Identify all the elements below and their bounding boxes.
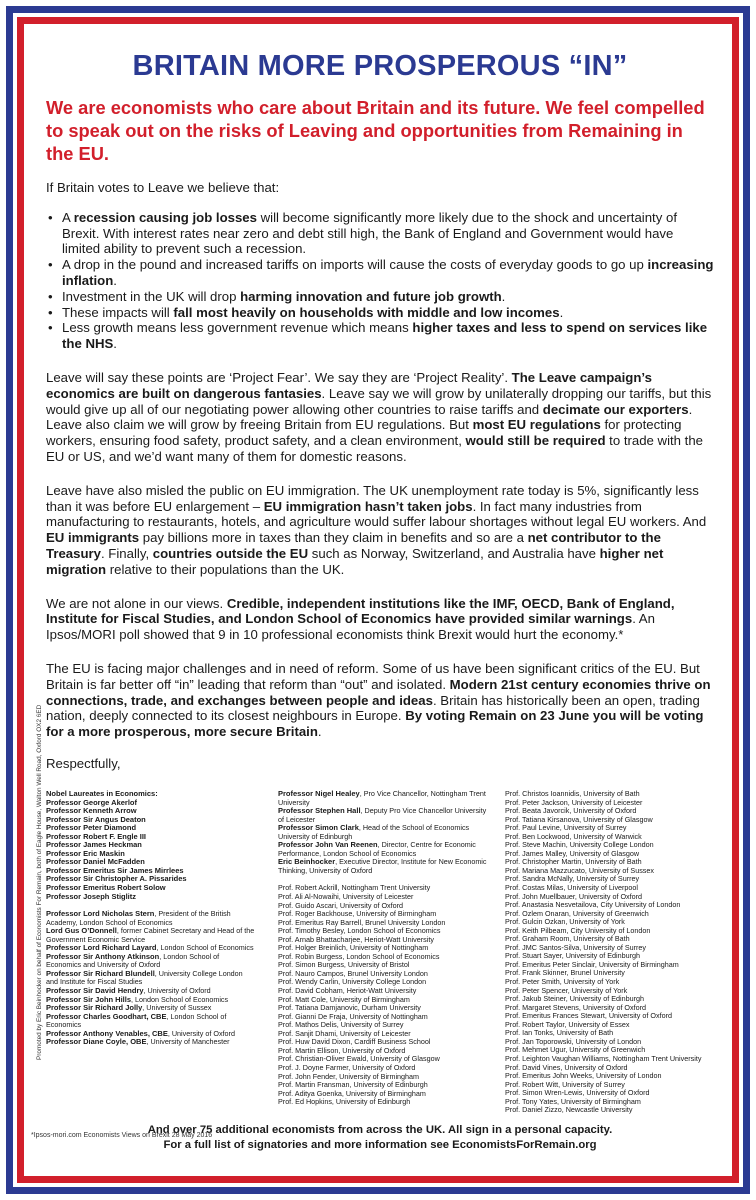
body-text: A drop in the pound and increased tariffs on imports will cause the costs of everyday goods to go up: [62, 257, 648, 273]
body-text: Prof. Gianni De Fraja, University of Nottingham: [278, 1011, 428, 1021]
signatory-entry: [278, 824, 490, 841]
signoff: Respectfully,: [46, 755, 121, 771]
body-text: Prof. Simon Burgess, University of Bristol: [278, 960, 410, 970]
emphasis-text: increasing inflation: [62, 257, 714, 288]
letter-content: [46, 40, 714, 1180]
body-text: .: [501, 288, 506, 304]
emphasis-text: Professor Sir Anthony Atkinson: [46, 951, 160, 961]
emphasis-text: Professor Robert F. Engle III: [46, 831, 147, 841]
body-text: Prof. Martin Ellison, University of Oxford: [278, 1045, 406, 1055]
body-text: , Head of the School of Economics University of Edinburgh: [278, 823, 470, 841]
signatory-entry: [278, 1098, 490, 1107]
closing-line-2: For a full list of signatories and more information see EconomistsForRemain.org: [163, 1138, 597, 1151]
emphasis-text: net contributor to the Treasury: [46, 530, 661, 561]
body-text: Prof. Robert Ackrill, Nottingham Trent University: [278, 883, 431, 893]
risk-bullet-list: [46, 210, 714, 352]
body-text: Prof. David Cobham, Heriot-Watt University: [278, 986, 417, 996]
body-text: Prof. Wendy Carlin, University College London: [278, 977, 427, 987]
paragraph-institutions: [46, 596, 714, 643]
emphasis-text: Professor George Akerlof: [46, 797, 137, 807]
body-text: .: [317, 724, 322, 740]
body-text: , University of Manchester: [146, 1037, 230, 1047]
body-text: Prof. Christian-Oliver Ewald, University of Glasgow: [278, 1054, 440, 1064]
body-text: Prof. Robert Taylor, University of Essex: [505, 1019, 630, 1029]
body-text: Prof. Aditya Goenka, University of Birmingham: [278, 1088, 426, 1098]
body-text: Prof. Tony Yates, University of Birmingham: [505, 1096, 641, 1106]
body-text: Prof. Christos Ioannidis, University of Bath: [505, 789, 640, 798]
paragraph-project-fear: [46, 370, 714, 465]
body-text: , President of the British Academy, London School of Economics: [46, 909, 231, 927]
body-text: relative to their populations than the UK.: [106, 561, 345, 577]
body-text: . Britain has historically been an open, trading nation, deeply connected to its closest neighbours in Europe.: [46, 692, 700, 724]
body-text: Prof. Frank Skinner, Brunel University: [505, 968, 625, 978]
signatory-entry: [278, 790, 490, 807]
body-text: Prof. JMC Santos-Silva, University of Surrey: [505, 942, 646, 952]
body-text: , University College London and Institute for Fiscal Studies: [46, 968, 243, 987]
emphasis-text: Professor Emeritus Robert Solow: [46, 883, 166, 893]
emphasis-text: Professor Daniel McFadden: [46, 857, 145, 867]
emphasis-text: Lord Gus O’Donnell: [46, 926, 117, 936]
emphasis-text: The Leave campaign’s economics are built on dangerous fantasies: [46, 369, 652, 401]
body-text: , London School of Economics and University of Oxford: [46, 951, 220, 970]
body-text: Prof. J. Doyne Farmer, University of Oxford: [278, 1062, 416, 1072]
emphasis-text: most EU regulations: [472, 417, 601, 433]
body-text: Prof. Stuart Sayer, University of Edinburgh: [505, 951, 641, 961]
body-text: Prof. Keith Pilbeam, City University of London: [505, 925, 651, 935]
body-text: Prof. Ozlem Onaran, University of Greenwich: [505, 908, 649, 918]
body-text: Investment in the UK will drop: [62, 288, 241, 304]
body-text: The EU is facing major challenges and in need of reform. Some of us have been significant critics of the EU. But Britain is far better off “in” leading that reform than “out” and isolated.: [46, 660, 700, 692]
body-text: Prof. Peter Jackson, University of Leicester: [505, 797, 643, 807]
body-text: Prof. Costas Milas, University of Liverpool: [505, 883, 639, 893]
emphasis-text: Professor Sir Richard Jolly: [46, 1003, 143, 1013]
body-text: Prof. Robin Burgess, London School of Economics: [278, 951, 440, 961]
emphasis-text: Professor Kenneth Arrow: [46, 806, 137, 816]
body-text: Prof. Emeritus Frances Stewart, University of Oxford: [505, 1011, 672, 1021]
emphasis-text: higher taxes and less to spend on services like the NHS: [62, 320, 708, 352]
emphasis-text: Professor Sir Christopher A. Pissarides: [46, 874, 187, 884]
body-text: Prof. Emeritus Ray Barrell, Brunel University London: [278, 917, 446, 927]
body-text: Leave have also misled the public on EU immigration. The UK unemployment rate today is 5%, significantly less than it was before EU enlargement –: [46, 482, 699, 514]
body-text: , London School of Economics: [156, 943, 254, 953]
body-text: Prof. Peter Spencer, University of York: [505, 985, 628, 995]
signatory-entry: [46, 953, 256, 970]
body-text: such as Norway, Switzerland, and Australia have: [308, 545, 600, 561]
signatories: [46, 789, 714, 1115]
body-text: Prof. Tatiana Damjanovic, Durham University: [278, 1003, 421, 1013]
body-text: A: [62, 209, 74, 225]
emphasis-text: Professor Sir Angus Deaton: [46, 814, 146, 824]
body-text: .: [113, 272, 117, 288]
body-text: .: [113, 336, 117, 352]
body-text: Prof. Robert Witt, University of Surrey: [505, 1079, 625, 1089]
signatory-entry: [505, 1106, 714, 1115]
signatory-entry: [46, 927, 256, 944]
lead-sentence: If Britain votes to Leave we believe that:: [46, 180, 280, 195]
emphasis-text: harming innovation and future job growth: [240, 288, 502, 304]
emphasis-text: Eric Beinhocker: [278, 857, 336, 867]
emphasis-text: Professor Nigel Healey: [278, 789, 360, 798]
body-text: , Deputy Pro Vice Chancellor University of Leicester: [278, 806, 487, 824]
body-text: Prof. Holger Breinlich, University of Nottingham: [278, 943, 429, 953]
body-text: Prof. Mehmet Ugur, University of Greenwich: [505, 1045, 646, 1055]
body-text: Prof. Gulcin Ozkan, University of York: [505, 917, 625, 927]
body-text: Prof. Matt Cole, University of Birmingham: [278, 994, 410, 1004]
emphasis-text: Professor Peter Diamond: [46, 823, 137, 833]
body-text: Prof. James Malley, University of Glasgow: [505, 848, 640, 858]
footnote: *Ipsos-mori.com Economists Views on Brexit 28 May 2016: [31, 1132, 213, 1139]
emphasis-text: EU immigrants: [46, 530, 140, 546]
body-text: Prof. Margaret Stevens, University of Oxford: [505, 1002, 647, 1012]
body-text: Prof. Timothy Besley, London School of Economics: [278, 926, 441, 936]
body-text: We are not alone in our views.: [46, 595, 227, 611]
signatory-entry: [46, 1013, 256, 1030]
body-text: Leave will say these points are ‘Project Fear’. We say they are ‘Project Reality’.: [46, 369, 512, 385]
body-text: Prof. Paul Levine, University of Surrey: [505, 823, 627, 833]
body-text: . Leave also claim we will grow by freeing Britain from EU regulations. But: [46, 401, 693, 433]
signatory-entry: [46, 1038, 256, 1047]
body-text: Prof. Anastasia Nesvetailova, City University of London: [505, 900, 681, 910]
body-text: Prof. Ali Al-Nowaihi, University of Leicester: [278, 892, 414, 902]
body-text: Prof. Ian Tonks, University of Bath: [505, 1028, 614, 1038]
emphasis-text: Professor Lord Nicholas Stern: [46, 909, 155, 919]
headline: BRITAIN MORE PROSPEROUS “IN”: [132, 50, 628, 82]
intro-statement: We are economists who care about Britain and its future. We feel compelled to speak out on the risks of Leaving and opportunities from Remaining in the EU.: [46, 97, 705, 164]
emphasis-text: fall most heavily on households with middle and low incomes: [173, 304, 560, 320]
signatory-entry: [278, 841, 490, 858]
body-text: Prof. Beata Javorcik, University of Oxford: [505, 806, 637, 816]
paragraph-immigration: [46, 483, 714, 578]
imprint-vertical: Promoted by Eric Beinhocker on behalf of Economists For Remain, both of Eagle House, Walton Well Road, Oxford OX2 6ED: [36, 704, 43, 1060]
body-text: . Finally,: [100, 545, 153, 561]
body-text: , former Cabinet Secretary and Head of the Government Economic Service: [46, 926, 255, 944]
signatory-entry: [278, 807, 490, 824]
emphasis-text: By voting Remain on 23 June you will be voting for a more prosperous, more secure Britain: [46, 708, 704, 740]
body-text: Prof. Sandra McNally, University of Surrey: [505, 874, 640, 884]
emphasis-text: Professor Anthony Venables, CBE: [46, 1028, 168, 1038]
signatory-column-1: [46, 790, 256, 1047]
body-text: , University of Sussex: [142, 1003, 212, 1013]
body-text: Prof. Ed Hopkins, University of Edinburgh: [278, 1097, 411, 1107]
body-text: will become significantly more likely due to the shock and uncertainty of Brexit. With interest rates near zero and debt still high, the Bank of England and Government would have limited ability to prevent such a recession.: [62, 209, 677, 257]
body-text: Prof. Jan Toporowski, University of London: [505, 1036, 642, 1046]
signatory-entry: [46, 970, 256, 987]
emphasis-text: EU immigration hasn’t taken jobs: [263, 498, 473, 514]
body-text: Prof. Jakub Steiner, University of Edinburgh: [505, 994, 645, 1004]
body-text: Prof. David Vines, University of Oxford: [505, 1062, 628, 1072]
body-text: , London School of Economics: [131, 994, 229, 1004]
bullet-item: [62, 257, 714, 289]
body-text: Prof. Sanjit Dhami, University of Leicester: [278, 1028, 411, 1038]
bullet-item: [62, 210, 714, 257]
body-text: Prof. Roger Backhouse, University of Birmingham: [278, 909, 437, 919]
body-text: Prof. Simon Wren-Lewis, University of Oxford: [505, 1088, 650, 1098]
body-text: Prof. Tatiana Kirsanova, University of Glasgow: [505, 814, 653, 824]
emphasis-text: Professor Sir John Hills: [46, 994, 132, 1004]
emphasis-text: Modern 21st century economies thrive on connections, trade, and exchanges between people and ideas: [46, 676, 711, 708]
emphasis-text: Professor Sir Richard Blundell: [46, 968, 155, 978]
body-text: Prof. Ben Lockwood, University of Warwick: [505, 831, 642, 841]
body-text: Prof. Christopher Martin, University of Bath: [505, 857, 642, 867]
body-text: Prof. John Fender, University of Birmingham: [278, 1071, 420, 1081]
body-text: Prof. Emeritus John Weeks, University of London: [505, 1071, 662, 1081]
emphasis-text: Professor Charles Goodhart, CBE: [46, 1011, 167, 1021]
body-text: Prof. Leighton Vaughan Williams, Nottingham Trent University: [505, 1053, 702, 1063]
signatory-entry: [278, 858, 490, 875]
emphasis-text: Professor John Van Reenen: [278, 840, 378, 850]
body-text: , Pro Vice Chancellor, Nottingham Trent University: [278, 789, 486, 807]
body-text: Prof. Nauro Campos, Brunel University London: [278, 968, 428, 978]
body-text: Less growth means less government revenue which means: [62, 320, 413, 336]
body-text: Prof. Emeritus Peter Sinclair, University of Birmingham: [505, 959, 679, 969]
emphasis-text: Professor Eric Maskin: [46, 848, 125, 858]
body-text: , London School of Economics: [46, 1011, 227, 1030]
emphasis-text: Professor Stephen Hall: [278, 806, 361, 816]
signatory-column-3: [505, 790, 714, 1115]
emphasis-text: would still be required: [465, 433, 606, 449]
bullet-item: [62, 289, 714, 305]
paragraph-reform: [46, 661, 714, 740]
body-text: . An Ipsos/MORI poll showed that 9 in 10 professional economists think Brexit would hurt the economy.*: [46, 611, 655, 643]
emphasis-text: Professor James Heckman: [46, 840, 142, 850]
body-text: pay billions more in taxes than they claim in benefits and so are a: [139, 530, 528, 546]
body-text: to trade with the EU or US, and we’d want many of them for domestic reasons.: [46, 433, 703, 464]
body-text: Prof. Mariana Mazzucato, University of Sussex: [505, 865, 654, 875]
body-text: Prof. John Muellbauer, University of Oxford: [505, 891, 643, 901]
emphasis-text: countries outside the EU: [152, 545, 309, 561]
body-text: Prof. Mathos Delis, University of Surrey: [278, 1020, 404, 1030]
emphasis-text: higher net migration: [46, 545, 664, 577]
body-text: Prof. Steve Machin, University College London: [505, 840, 654, 850]
emphasis-text: recession causing job losses: [73, 209, 257, 225]
body-text: .: [559, 304, 564, 320]
body-text: , Director, Centre for Economic Performance, London School of Economics: [278, 840, 476, 858]
body-text: Prof. Graham Room, University of Bath: [505, 934, 630, 944]
emphasis-text: decimate our exporters: [542, 401, 689, 417]
emphasis-text: Professor Emeritus Sir James Mirrlees: [46, 865, 184, 875]
signatory-entry: [46, 893, 256, 902]
emphasis-text: Nobel Laureates in Economics:: [46, 789, 158, 798]
body-text: Prof. Martin Fransman, University of Edinburgh: [278, 1080, 428, 1090]
body-text: for protecting workers, ensuring food safety, product safety, and a clean environment,: [46, 417, 682, 449]
signatory-column-2: [278, 790, 490, 1107]
body-text: These impacts will: [62, 304, 174, 320]
bullet-item: [62, 305, 714, 321]
bullet-item: [62, 320, 714, 352]
emphasis-text: Professor Lord Richard Layard: [46, 943, 157, 953]
emphasis-text: Professor Sir David Hendry: [46, 986, 144, 996]
body-text: Prof. Arnab Bhattacharjee, Heriot-Watt University: [278, 934, 434, 944]
body-text: , University of Oxford: [143, 986, 211, 996]
emphasis-text: Professor Joseph Stiglitz: [46, 891, 137, 901]
body-text: Prof. Peter Smith, University of York: [505, 977, 620, 987]
body-text: Prof. Guido Ascari, University of Oxford: [278, 900, 404, 910]
body-text: , University of Oxford: [167, 1028, 235, 1038]
emphasis-text: Professor Diane Coyle, OBE: [46, 1037, 147, 1047]
body-text: Prof. Huw David Dixon, Cardiff Business School: [278, 1037, 431, 1047]
signatory-entry: [46, 910, 256, 927]
emphasis-text: Professor Simon Clark: [278, 823, 359, 833]
emphasis-text: Credible, independent institutions like the IMF, OECD, Bank of England, Institute for Fiscal Studies, and London School of Economics have provided similar warnings: [46, 595, 675, 627]
body-text: , Executive Director, Institute for New Economic Thinking, University of Oxford: [278, 857, 487, 875]
body-text: Prof. Daniel Zizzo, Newcastle University: [505, 1105, 633, 1115]
body-text: . Leave say we will grow by unilaterally dropping our tariffs, but this would give up all of our negotiating power allowing other countries to raise tariffs and: [46, 385, 712, 417]
body-text: . In fact many industries from manufacturing to restaurants, hotels, and agriculture would suffer labour shortages without legal EU workers. And: [46, 498, 707, 530]
closing-line-1: And over 75 additional economists from across the UK. All sign in a personal capacity.: [147, 1124, 613, 1136]
